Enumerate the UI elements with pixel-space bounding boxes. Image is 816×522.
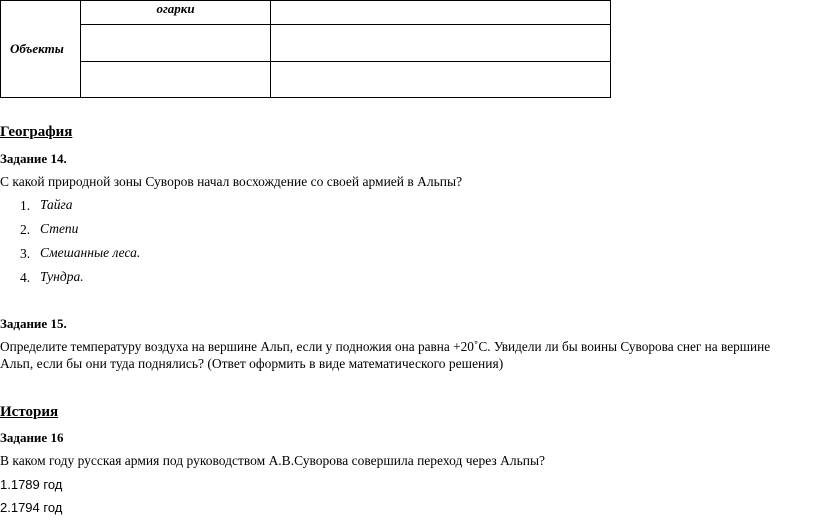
task-14-option-3 (20, 245, 141, 263)
option-text: Смешанные леса. (40, 245, 141, 260)
table-cell (271, 25, 611, 62)
table-cell (271, 62, 611, 98)
table-row-label: Объекты (1, 1, 81, 98)
task-15-title: Задание 15. (0, 316, 67, 331)
task-14-question: С какой природной зоны Суворов начал восхождение со своей армией в Альпы? (0, 174, 463, 189)
task-16-question: В каком году русская армия под руководством А.В.Суворова совершила переход через Альпы? (0, 453, 546, 468)
history-heading: История (0, 404, 59, 420)
task-16-option-2: 2.1794 год (0, 500, 63, 515)
table-cell (271, 1, 611, 25)
table-cell (81, 25, 271, 62)
task-14-option-2 (20, 221, 79, 239)
task-14-option-4 (20, 269, 84, 287)
task-14-option-1 (20, 197, 73, 215)
task-15-text-line-1: Определите температуру воздуха на вершине Альп, если у подножия она равна +20˚С. Увидели ли бы воины Суворова снег на вершине (0, 339, 771, 354)
option-text: Тундра. (40, 269, 84, 284)
option-text: Степи (40, 221, 79, 236)
option-number: 3. (20, 246, 31, 261)
task-16-title: Задание 16 (0, 430, 64, 445)
table-column-header: огарки (81, 1, 271, 25)
option-number: 1. (20, 198, 31, 213)
task-15-text-line-2: Альп, если бы они туда поднялись? (Ответ оформить в виде математического решения) (0, 356, 504, 371)
geography-heading: География (0, 124, 73, 140)
task-14-title: Задание 14. (0, 151, 67, 166)
objects-table (0, 0, 611, 98)
option-text: Тайга (40, 197, 73, 212)
task-16-option-1: 1.1789 год (0, 477, 63, 492)
option-number: 4. (20, 270, 31, 285)
table-cell (81, 62, 271, 98)
option-number: 2. (20, 222, 31, 237)
